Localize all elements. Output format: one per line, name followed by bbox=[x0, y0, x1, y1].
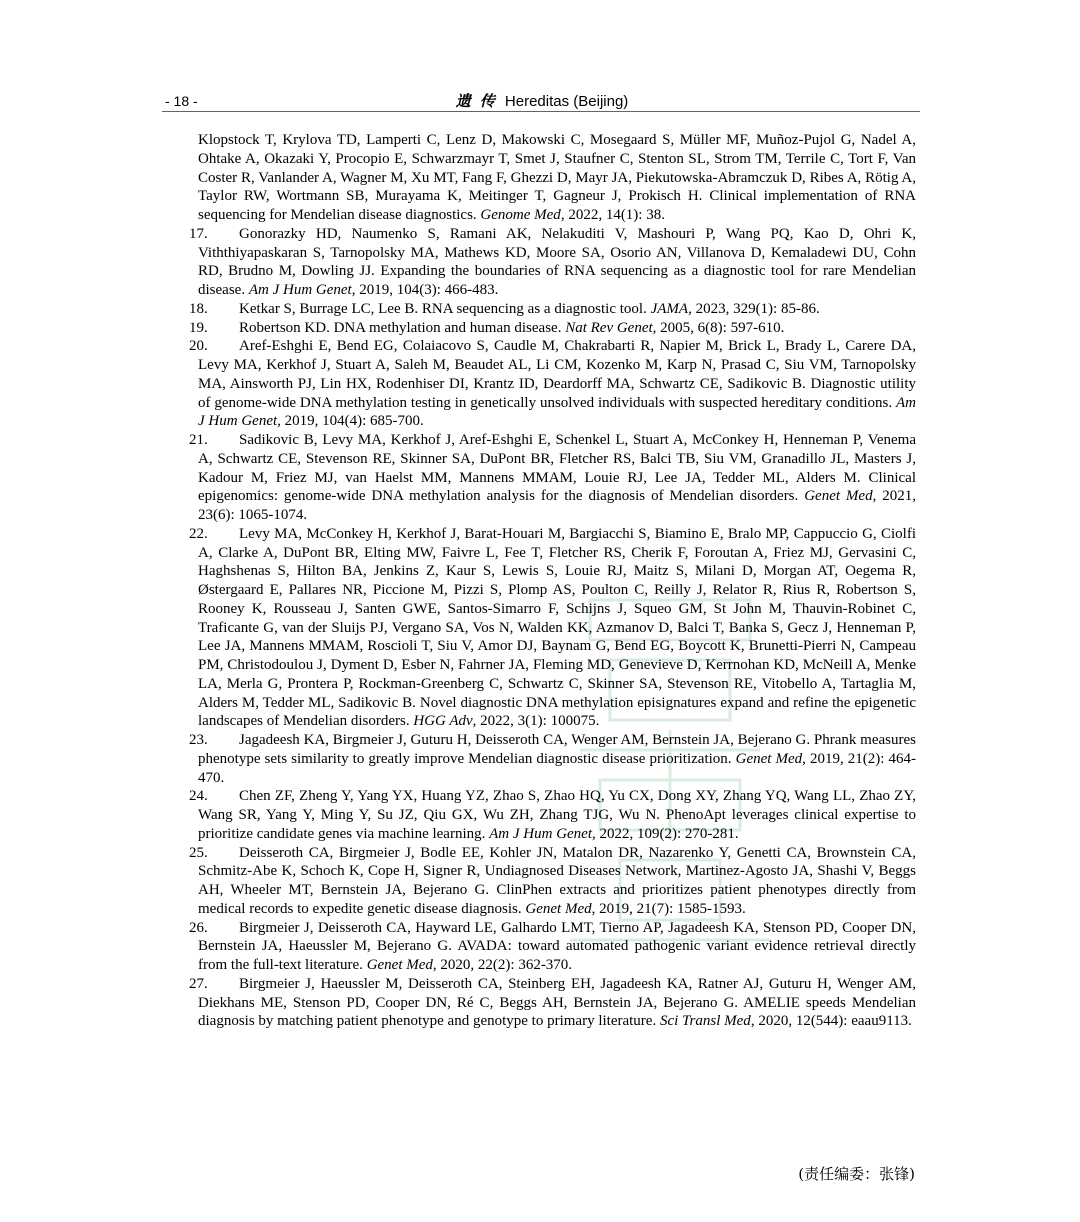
reference-number: 21. bbox=[189, 432, 208, 448]
reference-details: , 2022, 14(1): 38. bbox=[560, 207, 665, 223]
reference-authors-title: Birgmeier J, Deisseroth CA, Hayward LE, Galhardo LMT, Tierno AP, Jagadeesh KA, Stenson PD, Cooper DN, Bernstein JA, Haeussler M, Bejerano G. AVADA: toward automated pathogenic variant evidence retrieval directly from the full-text literature. bbox=[198, 919, 916, 973]
journal-title bbox=[165, 90, 919, 113]
reference-authors-title: Sadikovic B, Levy MA, Kerkhof J, Aref-Eshghi E, Schenkel L, Stuart A, McConkey H, Henneman P, Venema A, Schwartz CE, Stevenson RE, Skinner SA, DuPont BR, Fletcher RS, Balci TB, Siu VM, Granadillo JL, Masters J, Kadour M, Friez MJ, van Haelst MM, Mannens MMAM, Louie RJ, Lee JA, Tedder ML, Alders M. Clinical epigenomics: genome-wide DNA methylation analysis for the diagnosis of Mendelian disorders. bbox=[198, 432, 916, 505]
reference-number: 20. bbox=[189, 338, 208, 355]
reference-authors-title: Levy MA, McConkey H, Kerkhof J, Barat-Houari M, Bargiacchi S, Biamino E, Bralo MP, Cappuccio G, Ciolfi A, Clarke A, DuPont BR, Elting MW, Faivre L, Fee T, Fletcher RS, Cherik F, Foroutan A, Friez MJ, Gervasini C, Haghshenas S, Hilton BA, Jenkins Z, Kaur S, Lewis S, Louie RJ, Maitz S, Milani D, Morgan AT, Oegema R, Østergaard E, Pallares NR, Piccione M, Pizzi S, Plomp AS, Poulton C, Reilly J, Relator R, Rius R, Robertson S, Rooney K, Rousseau J, Santen GWE, Santos-Simarro F, Schijns J, Squeo GM, St John M, Thauvin-Robinet C, Traficante G, van der Sluijs PJ, Vergano SA, Vos N, Walden KK, Azmanov D, Balci T, Banka S, Gecz J, Henneman P, Lee JA, Mannens MMAM, Roscioli T, Siu V, Amor DJ, Baynam G, Bend EG, Boycott K, Brunetti-Pierri N, Campeau PM, Christodoulou J, Dyment D, Esber N, Fahrner JA, Fleming MD, Genevieve D, Kerrnohan KD, McNeill A, Menke LA, Merla G, Prontera P, Rockman-Greenberg C, Schwartz C, Skinner SA, Stevenson RE, Vitobello A, Tartaglia M, Alders M, Tedder ML, Sadikovic B. Novel diagnostic DNA methylation episignatures expand and refine the epigenetic landscapes of Mendelian disorders. bbox=[198, 525, 916, 730]
reference-details: , 2019, 21(2): 464-470. bbox=[198, 750, 917, 786]
reference-number: 24. bbox=[189, 788, 208, 805]
reference-journal: Genet Med bbox=[366, 957, 433, 973]
reference-journal: HGG Adv bbox=[413, 713, 473, 730]
page-header bbox=[165, 90, 919, 112]
reference-authors-title: Ketkar S, Burrage LC, Lee B. RNA sequencing as a diagnostic tool. bbox=[239, 300, 647, 317]
reference-journal: Genome Med bbox=[480, 207, 561, 223]
reference-details: , 2021, 23(6): 1065-1074. bbox=[198, 488, 917, 523]
reference-item bbox=[189, 431, 917, 525]
reference-journal: Genet Med bbox=[525, 900, 592, 917]
reference-journal: Am J Hum Genet bbox=[198, 394, 917, 430]
reference-authors-title: Aref-Eshghi E, Bend EG, Colaiacovo S, Caudle M, Chakrabarti R, Napier M, Brick L, Brady L, Carere DA, Levy MA, Kerkhof J, Stuart A, Saleh M, Beaudet AL, Li CM, Kozenko M, Karp N, Prasad C, Siu VM, Tarnopolsky MA, Ainsworth PJ, Lin HX, Rodenhiser DI, Krantz ID, Deardorff MA, Schwartz CE, Sadikovic B. Diagnostic utility of genome-wide DNA methylation testing in genetically unsolved individuals with suspected hereditary conditions. bbox=[198, 338, 916, 411]
reference-number: 26. bbox=[189, 919, 208, 936]
reference-number: 23. bbox=[189, 732, 208, 748]
reference-authors-title: Deisseroth CA, Birgmeier J, Bodle EE, Kohler JN, Matalon DR, Nazarenko Y, Genetti CA, Brownstein CA, Schmitz-Abe K, Schoch K, Cope H, Signer R, Undiagnosed Diseases Network, Martinez-Agosto JA, Shashi V, Beggs AH, Wheeler MT, Bernstein JA, Bejerano G. ClinPhen extracts and prioritizes patient phenotypes directly from medical records to expedite genetic disease diagnosis. bbox=[198, 844, 916, 917]
reference-journal: Genet Med bbox=[804, 488, 873, 505]
reference-item bbox=[198, 131, 916, 225]
reference-number: 18. bbox=[189, 300, 208, 317]
reference-details: , 2019, 104(3): 466-483. bbox=[351, 282, 499, 298]
reference-details: , 2019, 21(7): 1585-1593. bbox=[591, 900, 746, 917]
reference-item bbox=[189, 337, 917, 431]
reference-details: , 2005, 6(8): 597-610. bbox=[652, 319, 785, 336]
reference-item bbox=[189, 225, 916, 300]
reference-authors-title: Gonorazky HD, Naumenko S, Ramani AK, Nelakuditi V, Mashouri P, Wang PQ, Kao D, Ohri K, Viththiyapaskaran S, Tarnopolsky MA, Mathews KD, Moore SA, Osorio AN, Villanova D, Kemaladewi DU, Cohn RD, Brudno M, Dowling JJ. Expanding the boundaries of RNA sequencing as a diagnostic tool for rare Mendelian disease. bbox=[198, 225, 916, 298]
reference-journal: JAMA bbox=[650, 300, 689, 317]
reference-journal: Am J Hum Genet bbox=[489, 825, 593, 842]
header-divider bbox=[162, 111, 920, 112]
reference-number: 22. bbox=[189, 525, 208, 542]
reference-details: , 2023, 329(1): 85-86. bbox=[688, 300, 820, 317]
reference-number: 27. bbox=[189, 975, 208, 992]
reference-item bbox=[189, 919, 916, 975]
page-number: - 18 - bbox=[165, 93, 198, 109]
reference-journal: Nat Rev Genet bbox=[565, 319, 653, 336]
reference-number: 17. bbox=[189, 225, 208, 242]
reference-journal: Sci Transl Med bbox=[659, 1013, 751, 1030]
reference-details: , 2019, 104(4): 685-700. bbox=[277, 413, 424, 430]
reference-item bbox=[189, 731, 917, 787]
reference-item bbox=[189, 300, 916, 319]
journal-title-chinese: 遗 传 bbox=[455, 92, 497, 110]
reference-number: 19. bbox=[189, 319, 208, 336]
reference-authors-title: Jagadeesh KA, Birgmeier J, Guturu H, Deisseroth CA, Wenger AM, Bernstein JA, Bejerano G. Phrank measures phenotype sets similarity to greatly improve Mendelian diagnostic disease prioritization. bbox=[198, 732, 916, 767]
reference-details: , 2022, 3(1): 100075. bbox=[472, 713, 600, 730]
reference-authors-title: Robertson KD. DNA methylation and human disease. bbox=[239, 319, 562, 336]
reference-item bbox=[189, 525, 916, 731]
reference-list bbox=[189, 131, 917, 1031]
reference-journal: Am J Hum Genet bbox=[248, 282, 352, 298]
journal-title-english: Hereditas (Beijing) bbox=[504, 93, 629, 110]
reference-item bbox=[189, 319, 916, 338]
reference-details: , 2020, 22(2): 362-370. bbox=[432, 957, 573, 973]
reference-item bbox=[189, 975, 916, 1031]
reference-authors-title: Birgmeier J, Haeussler M, Deisseroth CA, Steinberg EH, Jagadeesh KA, Ratner AJ, Guturu H, Wenger AM, Diekhans ME, Stenson PD, Cooper DN, Ré C, Beggs AH, Bernstein JA, Bejerano G. AMELIE speeds Mendelian diagnosis by matching patient phenotype and genotype to primary literature. bbox=[198, 975, 916, 1030]
reference-item bbox=[189, 787, 916, 843]
reference-journal: Genet Med bbox=[735, 750, 803, 767]
reference-details: , 2022, 109(2): 270-281. bbox=[592, 825, 739, 842]
reference-authors-title: Chen ZF, Zheng Y, Yang YX, Huang YZ, Zhao S, Zhao HQ, Yu CX, Dong XY, Zhang YQ, Wang LL, Zhao ZY, Wang SR, Yang Y, Ming Y, Su JZ, Qiu GX, Wu ZH, Zhang TJG, Wu N. PhenoApt leverages clinical expertise to prioritize candidate genes via machine learning. bbox=[198, 788, 916, 842]
responsible-editor: (责任编委：张锋) bbox=[798, 1165, 915, 1183]
reference-item bbox=[189, 844, 916, 919]
reference-details: , 2020, 12(544): eaau9113. bbox=[750, 1013, 912, 1030]
reference-authors-title: Klopstock T, Krylova TD, Lamperti C, Lenz D, Makowski C, Mosegaard S, Müller MF, Muñoz-Pujol G, Nadel A, Ohtake A, Okazaki Y, Procopio E, Schwarzmayr T, Smet J, Staufner C, Stenton SL, Strom TM, Terrile C, Tort F, Van Coster R, Vanlander A, Wagner M, Xu MT, Fang F, Ghezzi D, Mayr JA, Piekutowska-Abramczuk D, Ribes A, Rötig A, Taylor RW, Wortmann SB, Murayama K, Meitinger T, Gagneur J, Prokisch H. Clinical implementation of RNA sequencing for Mendelian disease diagnostics. bbox=[198, 132, 916, 223]
reference-number: 25. bbox=[189, 844, 208, 861]
